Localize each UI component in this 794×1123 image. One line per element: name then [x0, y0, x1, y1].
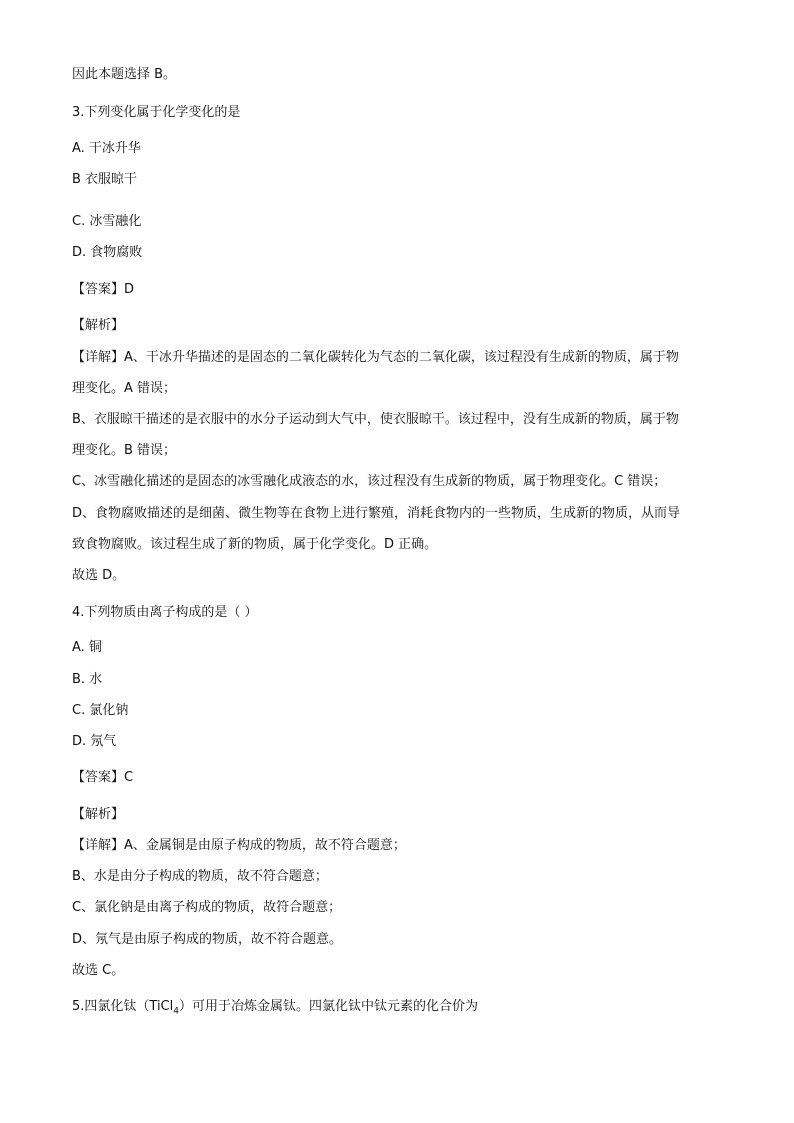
question-5-stem-part1: 5.四氯化钛（TiCl — [72, 999, 174, 1014]
question-4-option-a: A. 铜 — [72, 640, 102, 655]
question-3-option-b: B 衣服晾干 — [72, 172, 138, 187]
question-3-detail-b-line2: 理变化。B 错误； — [72, 443, 177, 458]
question-3-conclusion: 故选 D。 — [72, 568, 126, 583]
question-3-detail-c: C、冰雪融化描述的是固态的冰雪融化成液态的水，该过程没有生成新的物质，属于物理变化。C 错误； — [72, 474, 667, 489]
question-4-analysis-heading: 【解析】 — [72, 807, 125, 822]
question-3-detail-a-line2: 理变化。A 错误； — [72, 381, 177, 396]
question-4-detail-a: 【详解】A、金属铜是由原子构成的物质，故不符合题意； — [72, 838, 406, 853]
question-5-subscript: 4 — [173, 1006, 179, 1017]
question-5-stem — [72, 998, 478, 1021]
question-4-option-b: B. 水 — [72, 672, 103, 687]
question-3-option-c: C. 冰雪融化 — [72, 214, 142, 229]
question-3-stem: 3.下列变化属于化学变化的是 — [72, 105, 241, 120]
question-4-detail-d: D、氖气是由原子构成的物质，故不符合题意。 — [72, 932, 343, 947]
question-3-detail-d-line2: 致食物腐败。该过程生成了新的物质，属于化学变化。D 正确。 — [72, 537, 438, 552]
question-3-option-d: D. 食物腐败 — [72, 245, 143, 260]
question-3-answer: 【答案】D — [72, 282, 135, 297]
question-4-conclusion: 故选 C。 — [72, 963, 125, 978]
question-3-detail-b-line1: B、衣服晾干描述的是衣服中的水分子运动到大气中，使衣服晾干。该过程中，没有生成新的物质，属于物 — [72, 412, 679, 427]
conclusion-q2: 因此本题选择 B。 — [72, 67, 177, 82]
question-4-detail-c: C、氯化钠是由离子构成的物质，故符合题意； — [72, 900, 342, 915]
question-3-analysis-heading: 【解析】 — [72, 318, 125, 333]
question-3-detail-a-line1: 【详解】A、干冰升华描述的是固态的二氧化碳转化为气态的二氧化碳，该过程没有生成新的物质，属于物 — [72, 350, 679, 365]
question-5-stem-part2: ）可用于冶炼金属钛。四氯化钛中钛元素的化合价为 — [178, 999, 478, 1014]
question-4-answer: 【答案】C — [72, 770, 134, 785]
question-4-option-d: D. 氖气 — [72, 734, 117, 749]
question-3-option-a: A. 干冰升华 — [72, 141, 141, 156]
question-4-detail-b: B、水是由分子构成的物质，故不符合题意； — [72, 869, 328, 884]
question-4-stem: 4.下列物质由离子构成的是（ ） — [72, 605, 258, 620]
question-4-option-c: C. 氯化钠 — [72, 703, 129, 718]
question-3-detail-d-line1: D、食物腐败描述的是细菌、微生物等在食物上进行繁殖，消耗食物内的一些物质，生成新的物质，从而导 — [72, 506, 681, 521]
